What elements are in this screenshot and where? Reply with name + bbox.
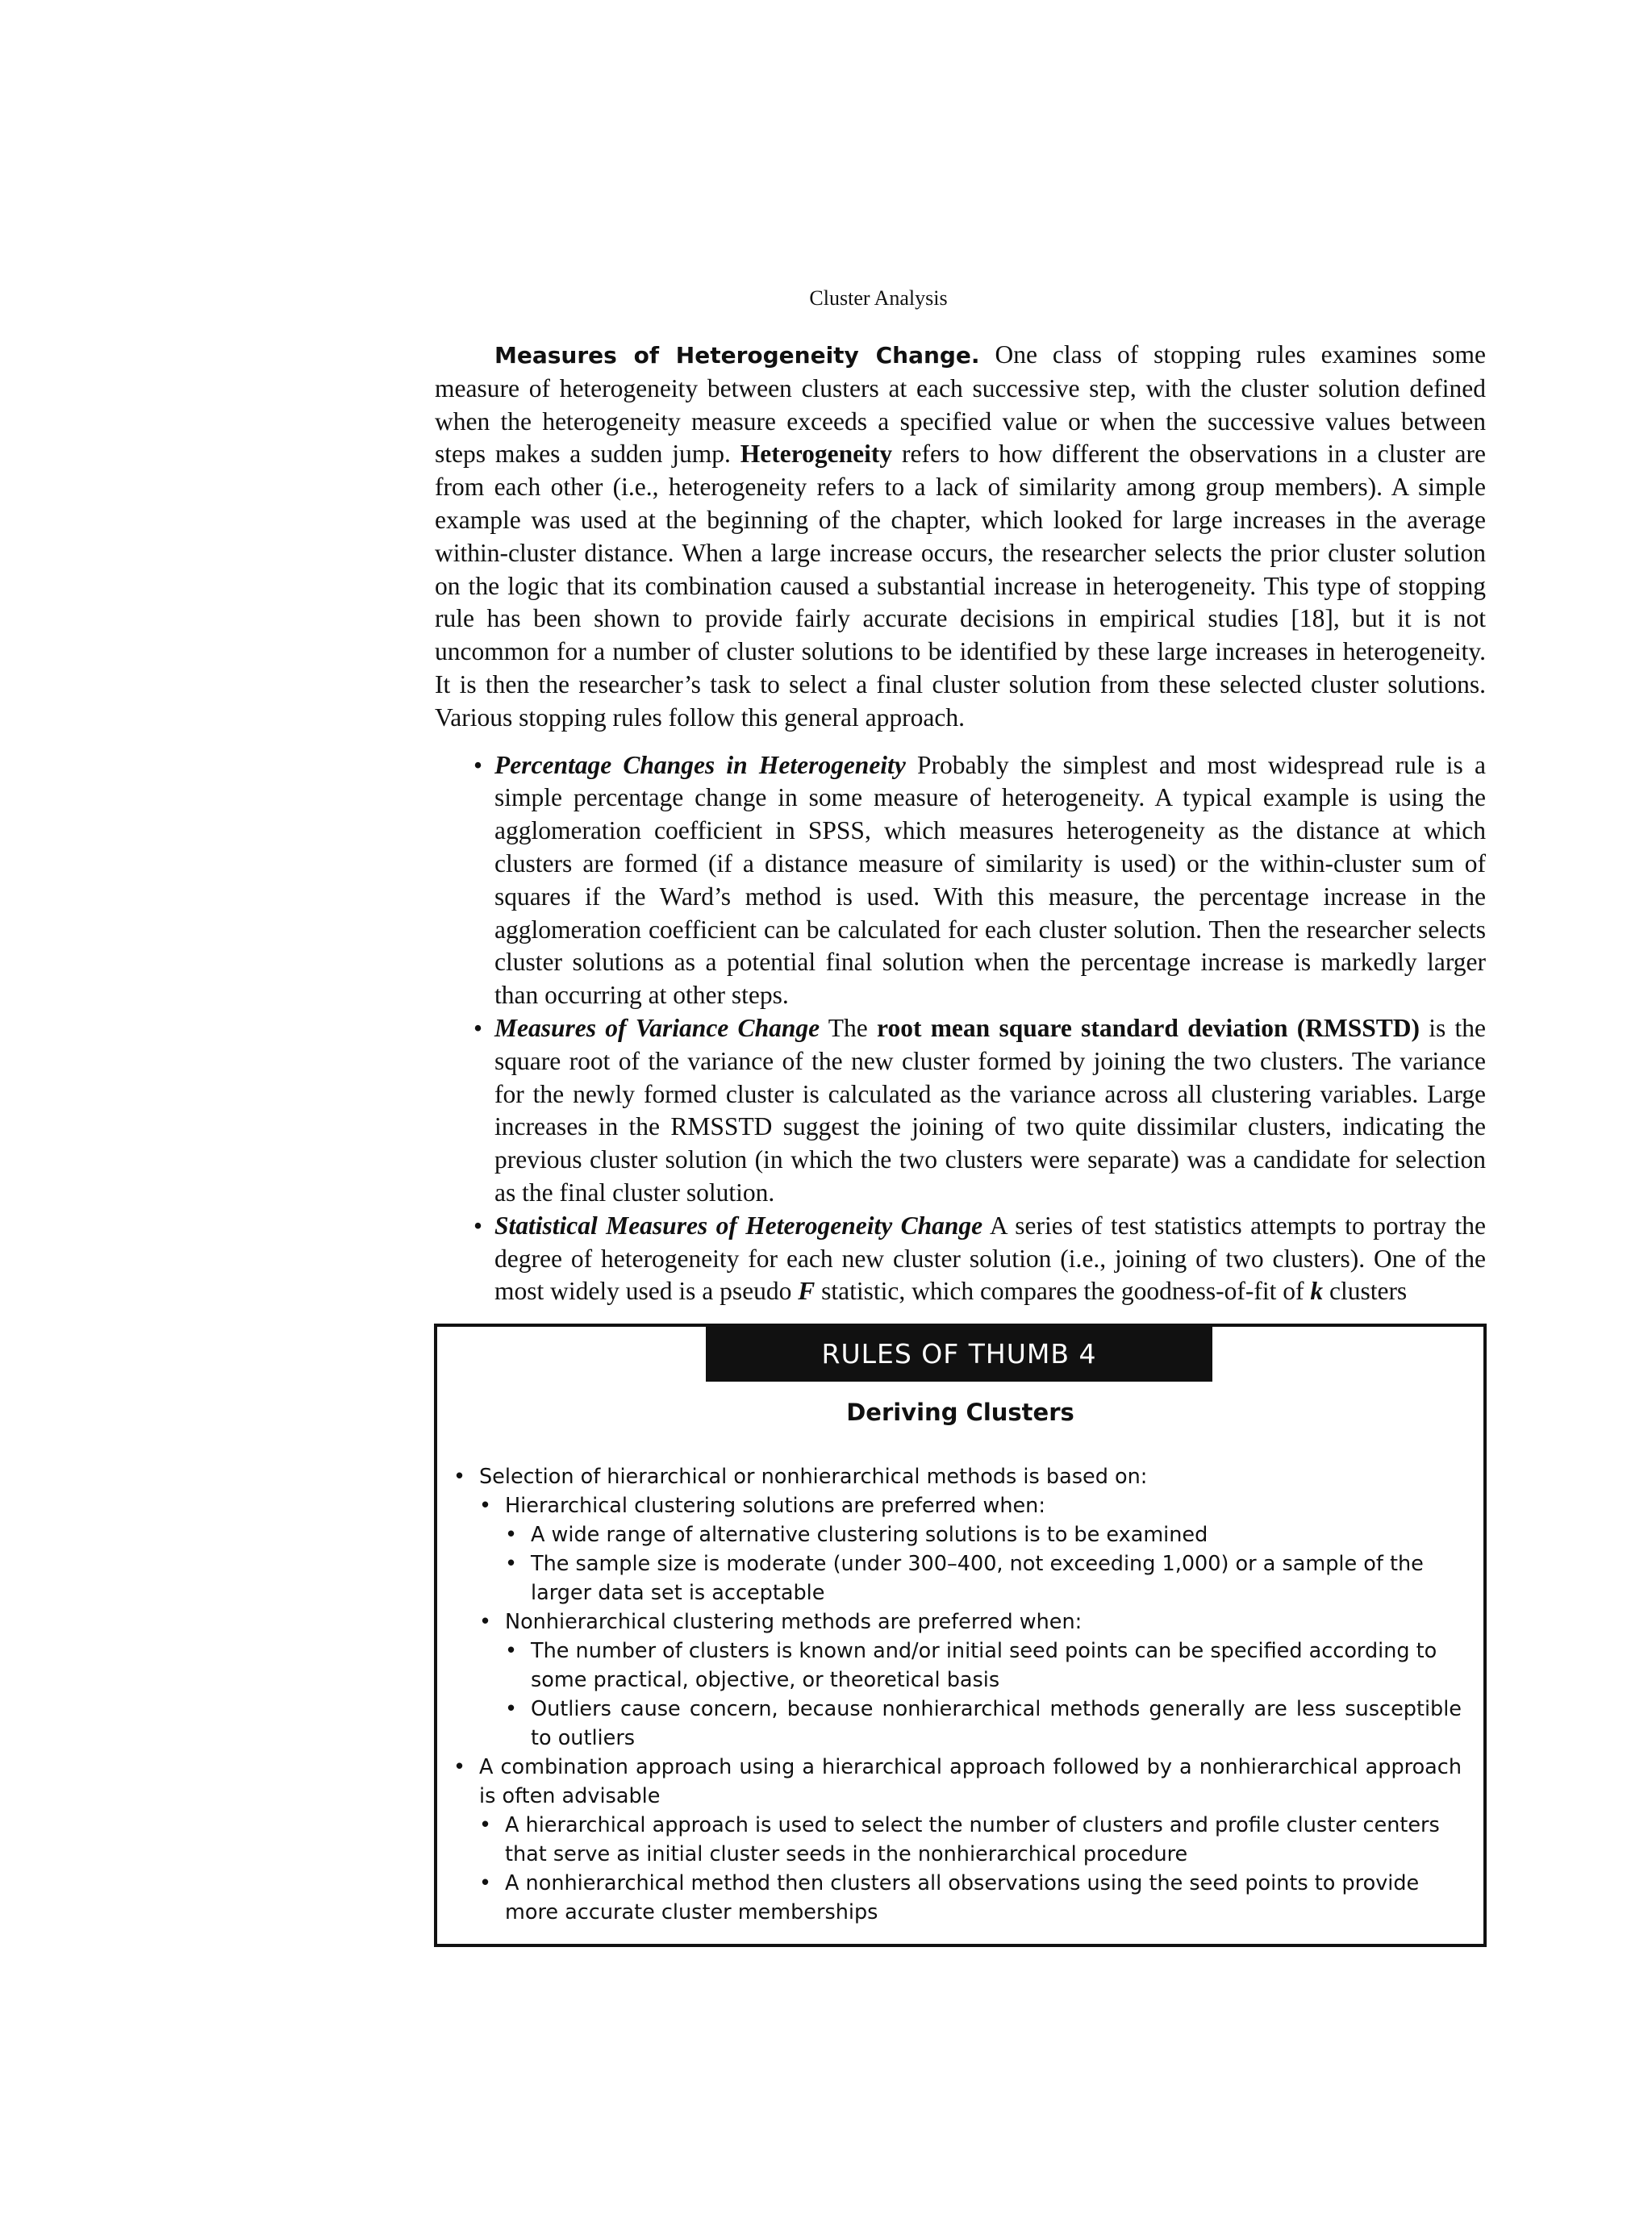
rule-item: • A combination approach using a hierarchical approach followed by a nonhierarchical approach is often advisable — [450, 1753, 1462, 1811]
variable-f: F — [798, 1277, 816, 1306]
bullet-text: statistic, which compares the goodness-of-fit of — [815, 1277, 1311, 1306]
rule-item: • The number of clusters is known and/or initial seed points can be specified according to some practical, objective, or theoretical basis — [450, 1637, 1462, 1695]
paragraph-text-2: refers to how different the observations in a cluster are from each other (i.e., heterogeneity refers to a lack of similarity among group members). A simple example was used at the beginning of the chapter, which looked for large increases in the average within-cluster distance. When a large increase occurs, the researcher selects the prior cluster solution on the logic that its combination caused a substantial increase in heterogeneity. This type of stopping rule has been shown to provide fairly accurate decisions in empirical studies [18], but it is not uncommon for a number of cluster solutions to be identified by these large increases in heterogeneity. It is then the researcher’s task to select a final cluster solution from these selected cluster solutions. Various stopping rules follow this general approach. — [435, 440, 1486, 732]
rules-of-thumb-box — [434, 1324, 1487, 1947]
rule-item: • Nonhierarchical clustering methods are preferred when: — [450, 1607, 1462, 1637]
box-title: RULES OF THUMB 4 — [706, 1327, 1212, 1382]
bullet-text: clusters — [1323, 1277, 1408, 1306]
term-heterogeneity: Heterogeneity — [740, 440, 893, 469]
bullet-text: A series of test statistics attempts to portray the degree of heterogeneity for each new cluster solution (i.e., joining of two clusters). One of the most widely used is a pseudo — [494, 1211, 1486, 1306]
variable-k: k — [1310, 1277, 1324, 1306]
bullet-title: Percentage Changes in Heterogeneity — [494, 750, 906, 779]
rule-item: • Outliers cause concern, because nonhierarchical methods generally are less susceptible to outliers — [450, 1695, 1462, 1753]
rule-item: • The sample size is moderate (under 300–400, not exceeding 1,000) or a sample of the larger data set is acceptable — [450, 1549, 1462, 1607]
stopping-rules-list — [435, 749, 1486, 1309]
bullet-variance-change — [435, 1012, 1486, 1210]
rule-item: • A nonhierarchical method then clusters all observations using the seed points to provide more accurate cluster memberships — [450, 1869, 1462, 1927]
bullet-statistical-measures — [435, 1210, 1486, 1308]
paragraph-text-1: One class of stopping rules examines some measure of heterogeneity between clusters at each successive step, with the cluster solution defined when the heterogeneity measure exceeds a specified value or when the successive values between steps makes a sudden jump. — [435, 340, 1486, 469]
bullet-text: The — [820, 1013, 878, 1042]
section-paragraph — [435, 339, 1486, 735]
bullet-title: Statistical Measures of Heterogeneity Change — [494, 1211, 983, 1240]
rules-list — [450, 1462, 1462, 1927]
term-rmsstd: root mean square standard deviation (RMSSTD) — [877, 1013, 1420, 1042]
bullet-text: Probably the simplest and most widespread rule is a simple percentage change in some measure of heterogeneity. A typical example is using the agglomeration coefficient in SPSS, which measures heterogeneity as the distance at which clusters are formed (if a distance measure of similarity is used) or the within-cluster sum of squares if the Ward’s method is used. With this measure, the percentage increase in the agglomeration coefficient can be calculated for each cluster solution. Then the researcher selects cluster solutions as a potential final solution when the percentage increase is markedly larger than occurring at other steps. — [494, 750, 1486, 1010]
running-header: Cluster Analysis — [809, 286, 948, 310]
box-subtitle: Deriving Clusters — [846, 1399, 1074, 1426]
rule-item: • A wide range of alternative clustering solutions is to be examined — [450, 1520, 1462, 1549]
section-lead-in: Measures of Heterogeneity Change. — [494, 342, 980, 369]
bullet-title: Measures of Variance Change — [494, 1013, 820, 1042]
rule-item: • Hierarchical clustering solutions are preferred when: — [450, 1491, 1462, 1520]
bullet-percentage-changes — [435, 749, 1486, 1012]
rule-item: • Selection of hierarchical or nonhierarchical methods is based on: — [450, 1462, 1462, 1491]
body-text — [435, 339, 1486, 1308]
bullet-text: is the square root of the variance of the new cluster formed by joining the two clusters. The variance for the newly formed cluster is calculated as the variance across all clustering variables. Large increases in the RMSSTD suggest the joining of two quite dissimilar clusters, indicating the previous cluster solution (in which the two clusters were separate) was a candidate for selection as the final cluster solution. — [494, 1013, 1487, 1207]
rule-item: • A hierarchical approach is used to select the number of clusters and profile cluster centers that serve as initial cluster seeds in the nonhierarchical procedure — [450, 1811, 1462, 1869]
